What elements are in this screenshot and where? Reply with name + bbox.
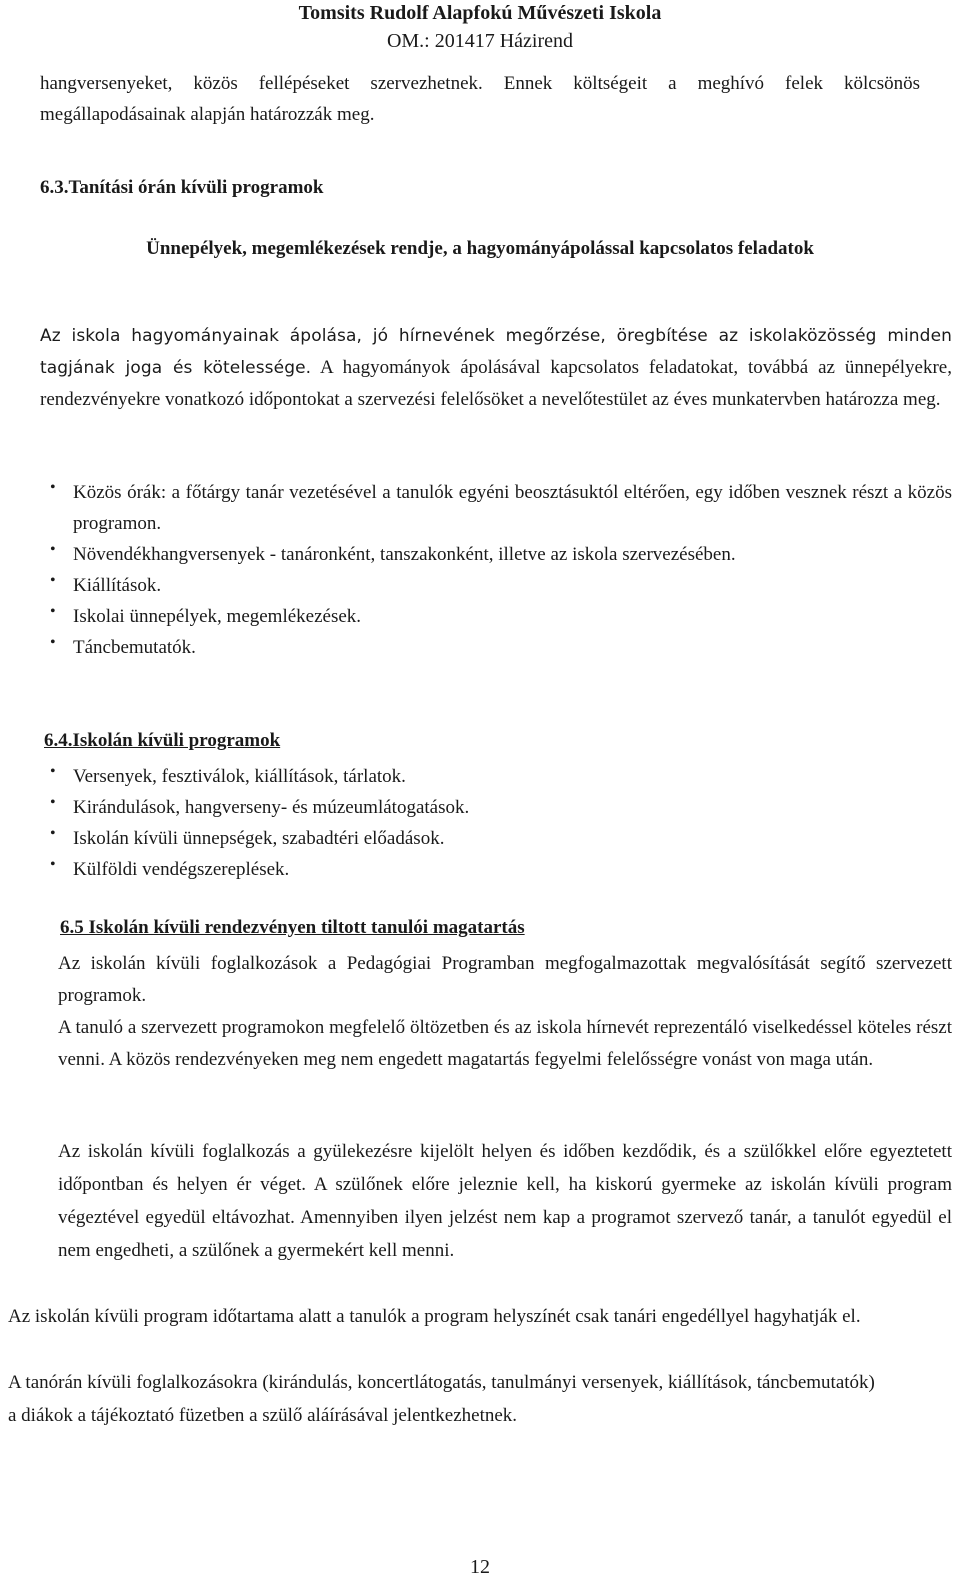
list-item: • Iskolán kívüli ünnepségek, szabadtéri előadások. (50, 825, 445, 849)
section-6-5-paragraph-3: Az iskolán kívüli foglalkozás a gyülekezésre kijelölt helyen és időben kezdődik, és a szülőkkel előre egyeztetett időpontban és helyen ér véget. A szülőnek előre jeleznie kell, ha kiskorú gyermeke az iskolán kívüli program végeztével egyedül eltávozhat. Amennyiben ilyen jelzést nem kap a programot szervező tanár, a tanulót egyedül el nem engedheti, a szülőnek a gyermekért kell menni. (58, 1141, 952, 1261)
bullet-icon: • (50, 763, 56, 780)
section-6-3-subtitle: Ünnepélyek, megemlékezések rendje, a hagyományápolással kapcsolatos feladatok (146, 238, 814, 259)
list-item: • Közös órák: a főtárgy tanár vezetésével a tanulók egyéni beosztásuktól eltérően, egy időben vesznek részt a közös programon. (50, 479, 952, 534)
section-6-3-paragraph-b: A hagyományok ápolásával kapcsolatos feladatokat, továbbá az ünnepélyekre, rendezvényekre vonatkozó időpontokat a szervezési felelősöket a nevelőtestület az éves munkatervben határozza meg. (40, 357, 952, 410)
section-6-4-title: 6.4.Iskolán kívüli programok (44, 730, 281, 751)
list-item: • Versenyek, fesztiválok, kiállítások, tárlatok. (50, 763, 406, 787)
section-6-3-paragraph (40, 320, 952, 415)
bullet-icon: • (50, 603, 56, 620)
section-6-5-title: 6.5 Iskolán kívüli rendezvényen tiltott tanulói magatartás (60, 917, 525, 938)
section-6-5-paragraph-1: Az iskolán kívüli foglalkozások a Pedagógiai Programban megfogalmazottak megvalósítását segítő szervezett programok. (58, 953, 952, 1006)
list-item: • Növendékhangversenyek - tanáronként, tanszakonként, illetve az iskola szervezésében. (50, 541, 736, 565)
bullet-icon: • (50, 541, 56, 558)
list-item: • Külföldi vendégszereplések. (50, 856, 290, 880)
bullet-icon: • (50, 479, 56, 496)
section-6-3-paragraph-a: Az iskola hagyományainak ápolása, jó hírnevének megőrzése, öregbítése az iskolaközösség minden tagjának joga és kötelessége. (40, 326, 952, 378)
bullet-icon: • (50, 572, 56, 589)
section-6-3-title: 6.3.Tanítási órán kívüli programok (40, 177, 324, 198)
list-item: • Iskolai ünnepélyek, megemlékezések. (50, 603, 362, 627)
list-item: • Táncbemutatók. (50, 634, 196, 658)
document-subtitle: OM.: 201417 Házirend (386, 30, 574, 52)
bullet-icon: • (50, 856, 56, 873)
section-6-4-list (40, 761, 952, 885)
section-6-5-paragraph-4: Az iskolán kívüli program időtartama alatt a tanulók a program helyszínét csak tanári engedéllyel hagyhatják el. (8, 1306, 861, 1327)
bullet-icon: • (50, 634, 56, 651)
list-item: • Kiállítások. (50, 572, 162, 596)
list-item: • Kirándulások, hangverseny- és múzeumlátogatások. (50, 794, 470, 818)
page-number: 12 (470, 1556, 490, 1578)
section-6-3-list (40, 477, 952, 663)
bullet-icon: • (50, 825, 56, 842)
section-6-5-paragraph-2: A tanuló a szervezett programokon megfelelő öltözetben és az iskola hírnevét reprezentáló viselkedéssel köteles részt venni. A közös rendezvényeken meg nem engedett magatartás fegyelmi felelősségre vonást von maga után. (58, 1017, 952, 1070)
bullet-icon: • (50, 794, 56, 811)
section-6-5-paragraph-5: A tanórán kívüli foglalkozásokra (kirándulás, koncertlátogatás, tanulmányi versenyek, kiállítások, táncbemutatók) a diákok a tájékoztató füzetben a szülő aláírásával jelentkezhetnek. (8, 1372, 875, 1426)
school-name: Tomsits Rudolf Alapfokú Művészeti Iskola (298, 2, 662, 24)
intro-paragraph: hangversenyeket, közös fellépéseket szervezhetnek. Ennek költségeit a meghívó felek kölcsönös megállapodásainak alapján határozzák meg. (40, 73, 920, 125)
